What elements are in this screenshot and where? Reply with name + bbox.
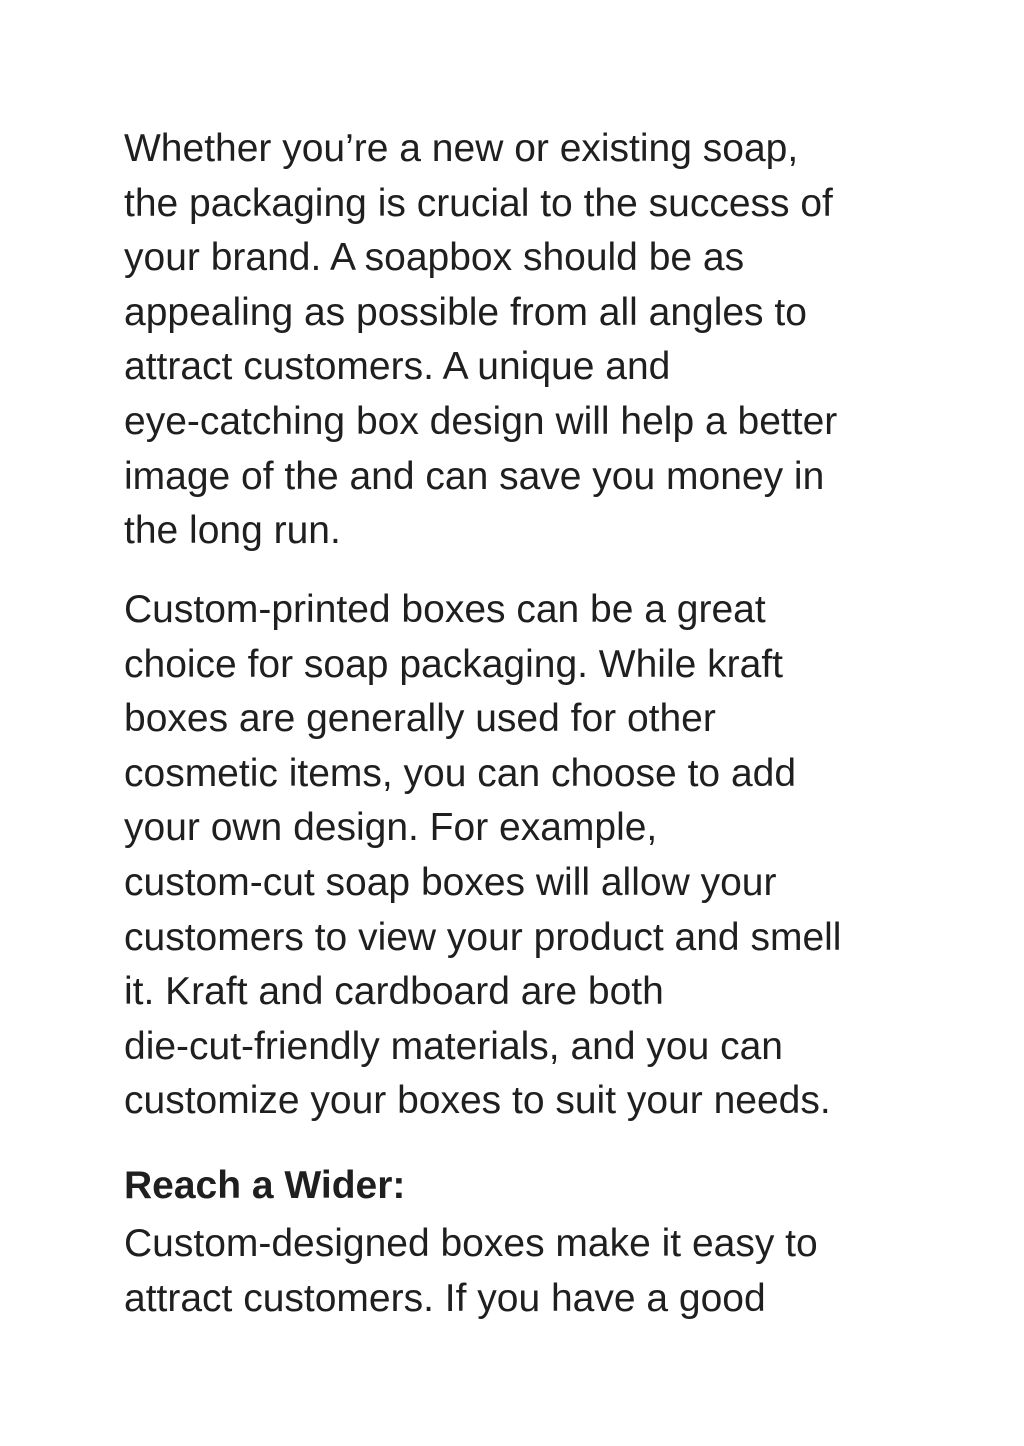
section-heading: Reach a Wider: [124,1164,406,1207]
text-line: boxes are generally used for other [124,697,716,741]
text-line: attract customers. If you have a good [124,1276,766,1320]
text-line: your brand. A soapbox should be as [124,236,745,280]
paragraph-custom-designed-boxes [124,1217,904,1326]
text-line: Whether you’re a new or existing soap, [124,127,799,170]
text-line: custom-cut soap boxes will allow your [124,860,777,904]
text-line: Custom-designed boxes make it easy to [124,1222,818,1265]
text-line: the packaging is crucial to the success of [124,181,833,225]
text-line: choice for soap packaging. While kraft [124,642,784,686]
text-line: customers to view your product and smell [124,915,842,959]
text-line: die-cut-friendly materials, and you can [124,1024,783,1068]
text-line: customize your boxes to suit your needs. [124,1079,831,1123]
text-line: attract customers. A unique and [124,345,671,389]
paragraph-packaging-importance [124,122,904,559]
text-line: Custom-printed boxes can be a great [124,588,766,631]
text-line: image of the and can save you money in [124,454,825,498]
text-line: eye-catching box design will help a better [124,399,838,443]
text-line: appealing as possible from all angles to [124,290,807,334]
paragraph-custom-printed-boxes [124,583,904,1129]
text-line: your own design. For example, [124,806,658,850]
text-line: cosmetic items, you can choose to add [124,751,797,795]
text-line: the long run. [124,509,341,553]
text-line: it. Kraft and cardboard are both [124,970,664,1014]
